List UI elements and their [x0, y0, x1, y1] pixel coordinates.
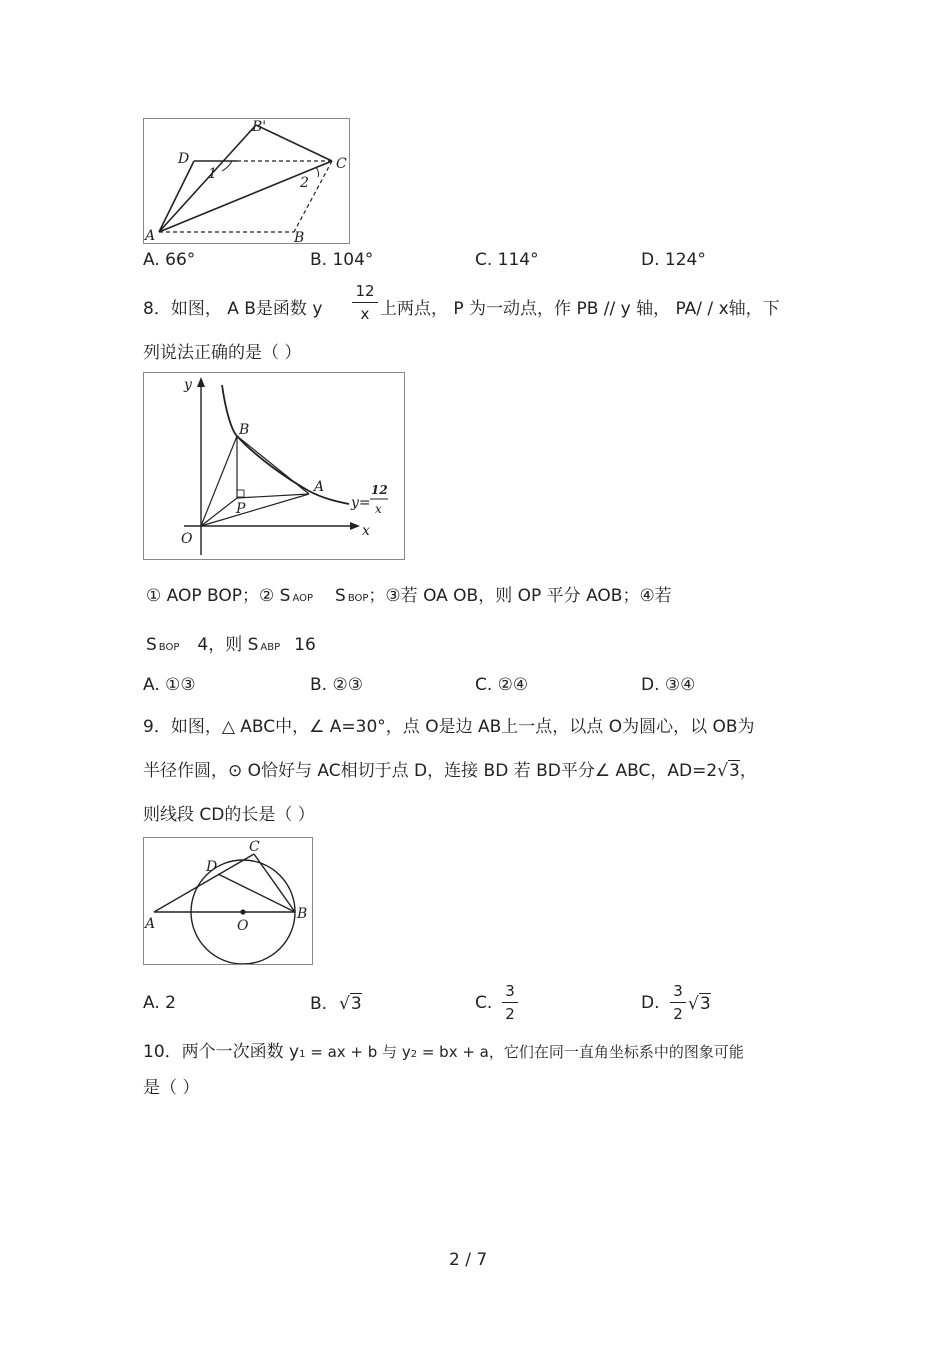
q8-option-b[interactable]: B. ②③	[310, 675, 363, 695]
q8-fraction	[352, 282, 378, 323]
q8-stem-line1-b: 上两点， P 为一动点，作 PB // y 轴， PA/ / x轴，下	[380, 299, 780, 319]
q8-sub-abp: ABP	[260, 642, 281, 653]
q10-stem-line1	[143, 1037, 744, 1062]
q7-option-b[interactable]: B. 104°	[310, 250, 374, 270]
q8-statement-line1	[146, 581, 672, 606]
q8-option-c[interactable]: C. ②④	[475, 675, 529, 695]
q9-figure	[143, 837, 313, 965]
q8-label-curve-num: 12	[371, 483, 388, 497]
q8-sub-bop: BOP	[347, 593, 369, 604]
q10-stem-line2: 是（ ）	[143, 1078, 200, 1098]
q9-option-b-prefix: B.	[310, 994, 328, 1014]
q10-stem-line1-a: 10．两个一次函数 y	[143, 1042, 300, 1062]
q8-statement2-b: 4，则 S	[197, 635, 259, 655]
q9-stem-line3: 则线段 CD的长是（ ）	[143, 805, 315, 825]
q9-option-c-den: 2	[505, 1005, 515, 1023]
q9-option-d-prefix[interactable]: D.	[641, 993, 660, 1013]
q8-fraction-den: x	[360, 305, 370, 323]
q8-option-d[interactable]: D. ③④	[641, 675, 696, 695]
q8-sub-aop: AOP	[292, 593, 314, 604]
q9-stem-line2-a: 半径作圆，⊙ O恰好与 AC相切于点 D，连接 BD 若 BD平分∠ ABC，AD=2	[143, 761, 718, 781]
q10-sub1: 1	[299, 1049, 306, 1060]
q8-label-x-axis: x	[362, 523, 370, 539]
q8-statement2-c: 16	[294, 635, 316, 655]
q10-sub2: 2	[410, 1049, 418, 1060]
q7-option-d[interactable]: D. 124°	[641, 250, 706, 270]
q9-stem-sqrt: 3	[728, 761, 740, 781]
q7-label-d: D	[178, 151, 190, 167]
q9-option-b[interactable]	[310, 993, 362, 1014]
q9-sqrt-sign: √	[717, 761, 728, 781]
q8-label-b: B	[239, 422, 250, 438]
q10-stem-line1-b: = ax + b 与 y	[305, 1043, 411, 1061]
q8-statement2-a: S	[146, 635, 157, 655]
q8-label-a: A	[314, 479, 325, 495]
q7-label-b-prime: B'	[252, 119, 267, 135]
q8-statement1-c: ；③若 OA OB，则 OP 平分 AOB；④若	[368, 586, 672, 606]
q8-statement1-a: ① AOP BOP；② S	[146, 586, 291, 606]
q8-label-curve-den: x	[375, 502, 382, 516]
q7-option-a[interactable]: A. 66°	[143, 250, 196, 270]
q9-label-d: D	[206, 859, 218, 875]
q8-label-curve-y: y=	[351, 495, 371, 511]
q7-diagram	[144, 119, 349, 243]
q9-option-d-fraction[interactable]	[670, 982, 686, 1023]
q9-option-d-sqrt: 3	[699, 994, 711, 1014]
q9-label-b: B	[297, 906, 308, 922]
q9-label-o: O	[237, 918, 249, 934]
q7-option-c[interactable]: C. 114°	[475, 250, 539, 270]
q9-option-d-sqrt-sign: √	[688, 994, 699, 1014]
q8-diagram	[144, 373, 404, 559]
q8-statement-line2	[146, 630, 316, 655]
q8-label-p: P	[236, 501, 246, 517]
page-number: 2 / 7	[449, 1250, 488, 1270]
q9-label-c: C	[249, 839, 260, 855]
q10-stem-line1-c: = bx + a，它们在同一直角坐标系中的图象可能	[417, 1043, 744, 1061]
q7-figure	[143, 118, 350, 244]
q7-label-b: B	[294, 230, 305, 243]
q8-statement1-b: S	[335, 586, 346, 606]
q8-sub-bop2: BOP	[158, 642, 180, 653]
q9-option-d-den: 2	[673, 1005, 683, 1023]
q8-fraction-num: 12	[355, 282, 375, 300]
q9-option-b-sqrt: 3	[350, 994, 362, 1014]
q9-stem-line2	[143, 756, 757, 781]
q9-option-a[interactable]: A. 2	[143, 993, 176, 1013]
q9-option-d-sqrt-wrap	[688, 993, 711, 1014]
q9-option-c-prefix[interactable]: C.	[475, 993, 493, 1013]
q8-figure	[143, 372, 405, 560]
q9-option-d-num: 3	[673, 982, 683, 1000]
q9-option-b-sqrt-sign: √	[339, 994, 350, 1014]
q9-option-c-fraction[interactable]	[502, 982, 518, 1023]
q7-label-2: 2	[300, 175, 309, 191]
q7-label-a: A	[145, 228, 156, 243]
q7-label-1: 1	[208, 166, 217, 182]
q8-stem-line2: 列说法正确的是（ ）	[143, 343, 302, 363]
q9-diagram	[144, 838, 312, 964]
q8-option-a[interactable]: A. ①③	[143, 675, 196, 695]
q8-stem-line1-a: 8．如图， A B是函数 y	[143, 299, 323, 319]
q7-label-c: C	[336, 156, 347, 172]
q9-option-c-num: 3	[505, 982, 515, 1000]
q9-label-a: A	[145, 916, 156, 932]
q8-label-origin: O	[181, 531, 193, 547]
q9-stem-line2-b: ，	[739, 761, 757, 781]
q9-stem-line1: 9．如图，△ ABC中，∠ A=30°，点 O是边 AB上一点，以点 O为圆心，以 OB为	[143, 717, 755, 737]
q8-label-y-axis: y	[184, 377, 192, 393]
